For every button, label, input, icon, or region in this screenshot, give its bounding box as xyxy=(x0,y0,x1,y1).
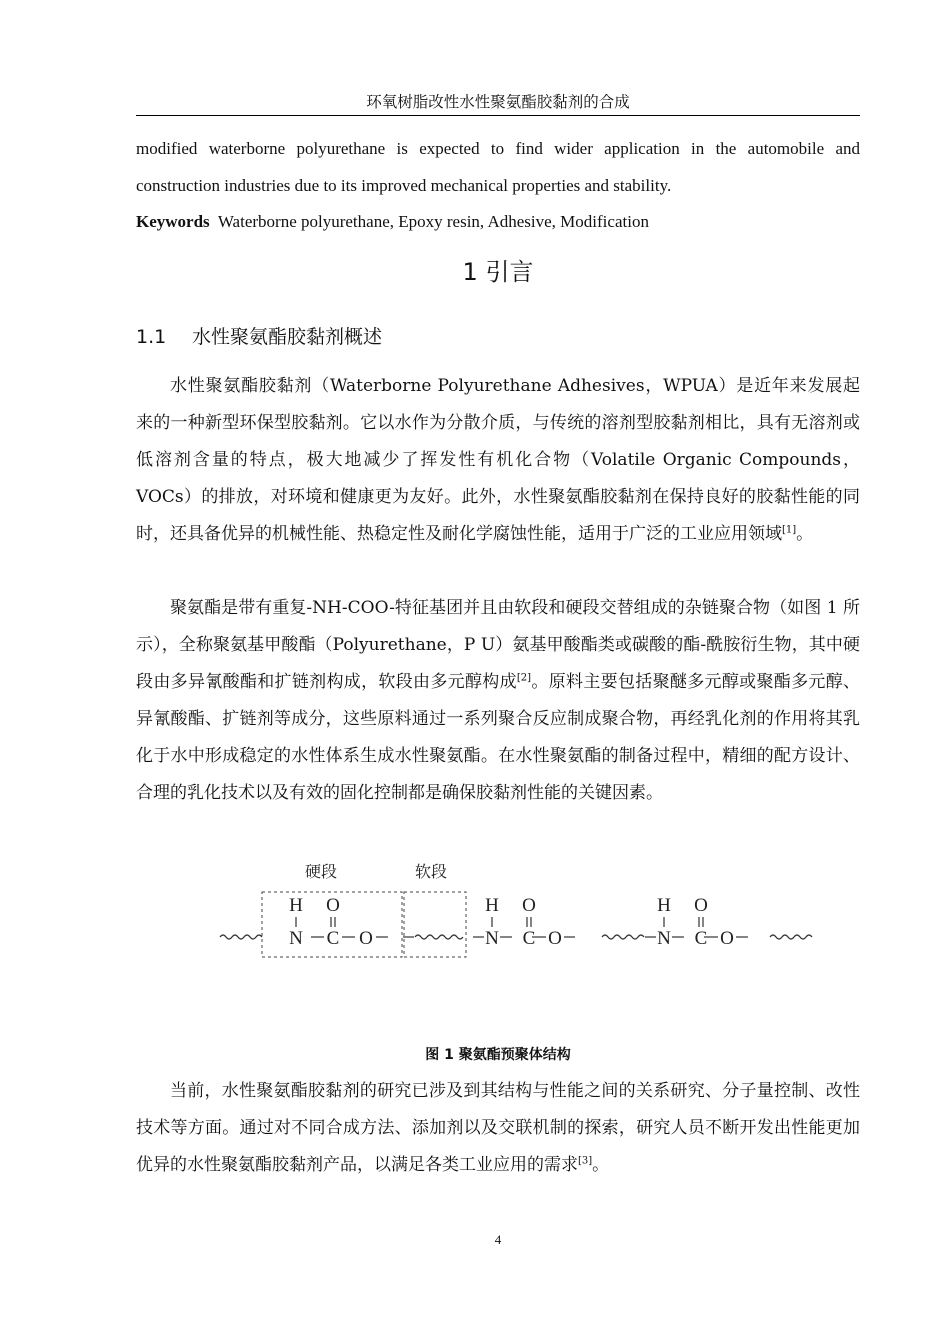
polyurethane-structure-figure xyxy=(210,855,820,975)
atom-n-2: N xyxy=(485,928,499,949)
section-heading xyxy=(136,322,382,352)
paragraph-2 xyxy=(136,590,860,812)
paragraph-3-text: 当前，水性聚氨酯胶黏剂的研究已涉及到其结构与性能之间的关系研究、分子量控制、改性技术等方面。通过对不同合成方法、添加剂以及交联机制的探索，研究人员不断开发出性能更加优异的水性聚氨酯胶黏剂产品，以满足各类工业应用的需求 xyxy=(136,1081,860,1175)
section-title: 水性聚氨酯胶黏剂概述 xyxy=(192,326,383,348)
paragraph-1 xyxy=(136,368,860,553)
paragraph-2-end: 。原料主要包括聚醚多元醇或聚酯多元醇、异氰酸酯、扩链剂等成分，这些原料通过一系列聚合反应制成聚合物，再经乳化剂的作用将其乳化于水中形成稳定的水性体系生成水性聚氨酯。在水性聚氨酯的制备过程中，精细的配方设计、合理的乳化技术以及有效的固化控制都是确保胶黏剂性能的关键因素。 xyxy=(136,672,861,803)
paragraph-1-end: 。 xyxy=(796,524,814,544)
atom-c-2: C xyxy=(522,928,536,949)
paragraph-2-text: 聚氨酯是带有重复-NH-COO-特征基团并且由软段和硬段交替组成的杂链聚合物（如图 1 所示），全称聚氨基甲酸酯（Polyurethane，P U）氨基甲酸酯类或碳酸的酯-酰胺衍生物，其中硬段由多异氰酸酯和扩链剂构成，软段由多元醇构成 xyxy=(136,598,860,692)
paragraph-1-text: 水性聚氨酯胶黏剂（Waterborne Polyurethane Adhesives，WPUA）是近年来发展起来的一种新型环保型胶黏剂。它以水作为分散介质，与传统的溶剂型胶黏剂相比，具有无溶剂或低溶剂含量的特点，极大地减少了挥发性有机化合物（Volatile Organic Compounds，VOCs）的排放，对环境和健康更为友好。此外，水性聚氨酯胶黏剂在保持良好的胶黏性能的同时，还具备优异的机械性能、热稳定性及耐化学腐蚀性能，适用于广泛的工业应用领域 xyxy=(136,376,860,544)
chapter-title: 1 引言 xyxy=(462,258,534,286)
citation-2: [2] xyxy=(516,672,532,684)
running-header: 环氧树脂改性水性聚氨酯胶黏剂的合成 xyxy=(366,93,630,111)
atom-c-1: C xyxy=(326,928,340,949)
atom-h-1: H xyxy=(289,895,303,916)
atom-n-1: N xyxy=(289,928,303,949)
figure-caption: 图 1 聚氨酯预聚体结构 xyxy=(425,1047,571,1063)
citation-1: [1] xyxy=(782,524,797,536)
header-rule xyxy=(136,115,860,116)
atom-h-3: H xyxy=(657,895,671,916)
keywords-label: Keywords xyxy=(136,212,210,231)
abstract-tail: modified waterborne polyurethane is expected to find wider application in the automobile and construction industries due to its improved mechanical properties and stability. xyxy=(136,139,860,195)
atom-o-5: O xyxy=(694,895,708,916)
paragraph-3 xyxy=(136,1073,860,1184)
atom-o-4: O xyxy=(548,928,562,949)
soft-segment-box xyxy=(404,892,466,957)
paragraph-3-end: 。 xyxy=(592,1155,610,1175)
atom-n-3: N xyxy=(657,928,671,949)
section-number: 1.1 xyxy=(136,326,167,348)
atom-o-1: O xyxy=(326,895,340,916)
hard-segment-label: 硬段 xyxy=(305,864,338,881)
atom-c-3: C xyxy=(694,928,708,949)
citation-3: [3] xyxy=(578,1155,593,1167)
atom-h-2: H xyxy=(485,895,499,916)
keywords-text: Waterborne polyurethane, Epoxy resin, Adhesive, Modification xyxy=(217,212,649,231)
keywords-line xyxy=(136,203,860,240)
soft-segment-label: 软段 xyxy=(415,864,448,881)
atom-o-2: O xyxy=(359,928,373,949)
atom-o-6: O xyxy=(720,928,734,949)
page-number: 4 xyxy=(494,1232,502,1247)
atom-o-3: O xyxy=(522,895,536,916)
